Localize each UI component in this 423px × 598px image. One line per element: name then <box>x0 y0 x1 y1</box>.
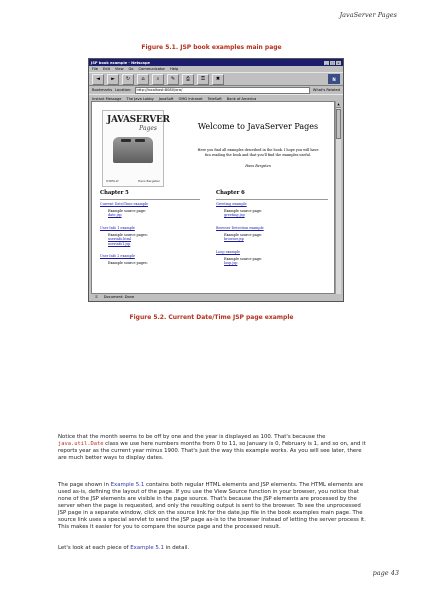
link-instant-message: Instant Message <box>92 96 122 101</box>
browser-location-bar <box>89 86 343 94</box>
link-telesoft: TeleSoft <box>207 96 222 101</box>
browser-viewport <box>91 101 335 294</box>
welcome-text: Here you find all examples described in the book. I hope you will have fun reading the book and that you'll find the examples useful. <box>197 148 319 157</box>
bookmarks-label: Bookmarks <box>92 88 113 92</box>
cover-title: JAVASERVER <box>107 115 170 125</box>
example-source-link: userinfo1.jsp <box>108 241 131 246</box>
example-source-link: userinfo.html <box>108 237 131 242</box>
browser-window-screenshot <box>88 58 344 302</box>
example-link-userinfo1: User Info 1 example <box>100 226 135 230</box>
example-source-label: Example source pages: <box>108 233 148 238</box>
status-text: Document: Done <box>103 295 135 299</box>
inline-code-java-util-date: java.util.Date <box>58 441 104 447</box>
example-source-label: Example source page: <box>224 257 263 262</box>
link-bank-of-america: Bank of America <box>226 96 257 101</box>
location-field: http://localhost:8080/ora/ <box>135 87 310 94</box>
example-source-label: Example source pages: <box>108 261 148 266</box>
welcome-signature: Hans Bergsten <box>245 164 271 168</box>
example-source-label: Example source page: <box>224 209 263 214</box>
paragraph-text: Notice that the month seems to be off by one and the year is displayed as 100. That's because the <box>58 434 326 440</box>
scroll-up-icon: ▲ <box>337 102 340 106</box>
search-icon: ⌕ <box>152 74 164 85</box>
home-icon: ⌂ <box>137 74 149 85</box>
menu-file: File <box>92 67 99 71</box>
example-source-link: date.jsp <box>108 213 122 218</box>
example-link-greeting: Greeting example <box>216 202 247 206</box>
whats-related-label: What's Related <box>312 88 340 92</box>
book-cover-image <box>102 110 170 187</box>
netscape-icon: ✎ <box>167 74 179 85</box>
close-icon: × <box>337 60 340 65</box>
forward-icon: ► <box>107 74 119 85</box>
example-link-date: Current Date/Time example <box>100 202 148 206</box>
xref-example-5-1[interactable]: Example 5.1 <box>110 482 145 488</box>
cover-author: Hans Bergsten <box>138 179 160 183</box>
reload-icon: ↻ <box>122 74 134 85</box>
security-icon: ⚿ <box>197 74 209 85</box>
netscape-logo-icon: N <box>328 74 340 84</box>
chapter-6-rule <box>216 199 328 200</box>
browser-toolbar <box>89 72 343 86</box>
example-source-label: Example source page: <box>108 209 147 214</box>
paragraph-text: The page shown in <box>58 482 111 488</box>
cover-subtitle: Pages <box>139 125 157 132</box>
browser-scrollbar <box>335 101 341 294</box>
paragraph-text: class we use here numbers months from 0 to 11, so January is 0, February is 1, and so on, and it reports year as the current year minus 1900. That's just the way this example works. As you will see later, there are much better ways to display dates. <box>58 441 366 461</box>
print-icon: ⎙ <box>182 74 194 85</box>
chapter-5-heading: Chapter 5 <box>100 190 129 196</box>
browser-title: JSP book example - Netscape <box>91 60 150 65</box>
example-source-link: loop.jsp <box>224 261 238 266</box>
window-buttons <box>324 61 341 65</box>
stop-icon: ✖ <box>212 74 224 85</box>
example-item <box>100 254 148 265</box>
welcome-heading: Welcome to JavaServer Pages <box>197 122 319 131</box>
page-number: page 43 <box>372 569 399 577</box>
link-java-lobby: The Java Lobby <box>126 96 154 101</box>
link-javasoft: JavaSoft <box>158 96 174 101</box>
example-link-browser: Browser Detection example <box>216 226 264 230</box>
running-head: JavaServer Pages <box>339 11 397 19</box>
maximize-icon: □ <box>331 60 334 65</box>
example-item <box>100 202 148 218</box>
example-item <box>216 202 262 218</box>
menu-view: View <box>114 67 124 71</box>
paragraph-detail-intro <box>58 545 370 552</box>
paragraph-month-note <box>58 434 370 462</box>
location-label: Location: <box>115 88 132 92</box>
menu-communicator: Communicator <box>138 67 166 71</box>
example-source-link: browser.jsp <box>224 237 244 242</box>
menu-go: Go <box>128 67 134 71</box>
example-link-loop: Loop example <box>216 250 240 254</box>
chapter-5-rule <box>100 199 200 200</box>
paragraph-text: in detail. <box>163 545 190 551</box>
example-source-label: Example source page: <box>224 233 263 238</box>
chapter-6-heading: Chapter 6 <box>216 190 245 196</box>
xref-example-5-1[interactable]: Example 5.1 <box>130 545 164 551</box>
example-item <box>100 226 148 246</box>
scroll-thumb <box>336 109 341 139</box>
toaster-slot <box>121 139 131 142</box>
menu-edit: Edit <box>103 67 110 71</box>
menu-help: Help <box>170 67 179 71</box>
status-lock-icon: ⚿ <box>95 295 98 299</box>
minimize-icon: _ <box>325 60 328 65</box>
browser-titlebar <box>89 59 343 66</box>
paragraph-text: Let's look at each piece of <box>58 545 131 551</box>
toaster-illustration <box>113 137 153 163</box>
example-item <box>216 226 264 242</box>
example-link-userinfo2: User Info 2 example <box>100 254 135 258</box>
link-omg-intranet: OMG Intranet <box>178 96 203 101</box>
browser-status-bar <box>91 294 344 300</box>
paragraph-html-vs-jsp <box>58 482 370 531</box>
example-source-link: greeting.jsp <box>224 213 245 218</box>
paragraph-text: contains both regular HTML elements and JSP elements. The HTML elements are used as-is, defining the layout of the page. If you use the View Source function in your browser, you notice that none of the JSP elements are visible in the page source. That's because the JSP elements are processed by the server when the page is requested, and only the resulting output is sent to the browser. To see the unprocessed JSP page in a separate window, click on the source link for the date.jsp file in the book examples main page. The source link uses a special servlet to send the JSP page as-is to the browser instead of letting the server process it. This makes it easier for you to compare the source page and the processed result. <box>58 482 366 530</box>
cover-publisher: O'REILLY <box>106 179 119 183</box>
toaster-slot <box>135 139 145 142</box>
example-item <box>216 250 262 266</box>
figure-caption-5-2: Figure 5.2. Current Date/Time JSP page example <box>129 314 294 321</box>
back-icon: ◄ <box>92 74 104 85</box>
figure-caption-5-1: Figure 5.1. JSP book examples main page <box>141 44 282 51</box>
